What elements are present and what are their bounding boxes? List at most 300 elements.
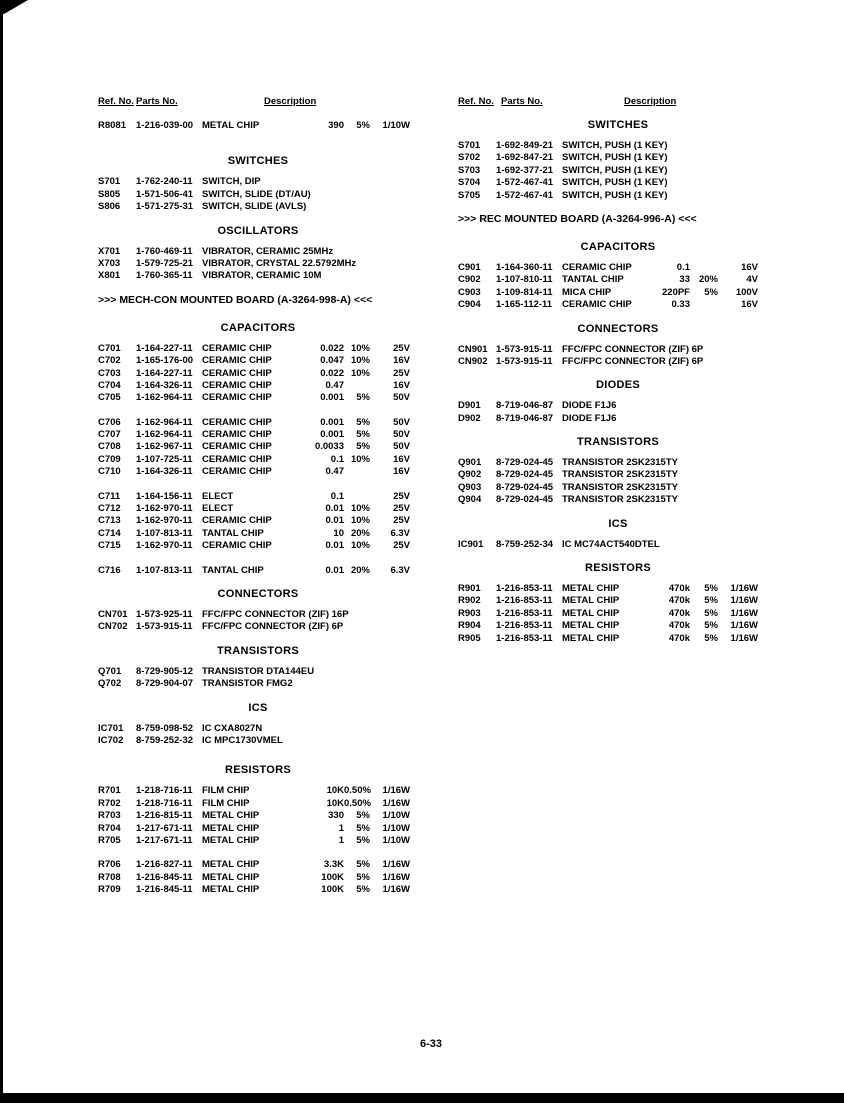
ref-no: CN701	[98, 608, 128, 620]
tolerance: 5%	[356, 120, 370, 131]
section-title: RESISTORS	[224, 764, 292, 777]
parts-no: 1-162-964-11	[136, 429, 193, 441]
parts-no: 1-692-847-21	[496, 152, 554, 164]
parts-no: 8-729-024-45	[496, 469, 554, 481]
parts-list	[458, 262, 778, 312]
parts-no: 1-216-853-11	[496, 595, 553, 607]
tolerance	[690, 413, 718, 425]
parts-row	[98, 270, 418, 282]
parts-row	[458, 274, 778, 286]
parts-row	[98, 417, 418, 429]
parts-no: 1-216-853-11	[496, 607, 553, 619]
rating: 16V	[741, 261, 758, 273]
tolerance: 5%	[356, 416, 370, 428]
ref-no: R903	[458, 607, 481, 619]
ref-no: C714	[98, 527, 121, 539]
value	[648, 494, 690, 506]
parts-row	[458, 469, 778, 481]
ref-no: CN901	[458, 343, 488, 355]
ref-no: R905	[458, 632, 481, 644]
tolerance: 5%	[356, 859, 370, 871]
rating: 16V	[393, 379, 410, 391]
ref-no: Q902	[458, 469, 482, 481]
rating	[718, 344, 758, 356]
parts-no: 1-760-365-11	[136, 270, 193, 282]
description: TRANSISTOR 2SK2315TY	[562, 457, 678, 469]
value	[648, 400, 690, 412]
description: TANTAL CHIP	[202, 564, 264, 576]
rating: 1/16W	[382, 859, 410, 871]
description: CERAMIC CHIP	[202, 416, 272, 428]
tolerance: 5%	[356, 392, 370, 404]
ref-no: C709	[98, 453, 121, 465]
parts-row	[98, 872, 418, 884]
description: ELECT	[202, 503, 234, 515]
left-column	[98, 96, 418, 896]
parts-row	[98, 565, 418, 577]
rating: 1/16W	[730, 607, 758, 619]
rating: 100V	[735, 286, 758, 298]
description: METAL CHIP	[202, 884, 260, 896]
description: METAL CHIP	[202, 822, 260, 834]
tolerance: 20%	[698, 274, 718, 286]
parts-row	[98, 515, 418, 527]
value: 0.0033	[314, 441, 344, 453]
ref-no: C703	[98, 367, 121, 379]
parts-no: 1-573-915-11	[136, 621, 193, 633]
tolerance	[690, 190, 718, 202]
ref-no: S703	[458, 164, 481, 176]
description: METAL CHIP	[202, 810, 260, 822]
parts-row	[98, 429, 418, 441]
rating	[370, 270, 410, 282]
parts-no: 1-165-112-11	[496, 299, 552, 311]
value: 1	[338, 834, 344, 846]
section-title: SWITCHES	[587, 119, 649, 131]
ref-no: R701	[98, 785, 121, 797]
section-title: ICS	[608, 517, 628, 530]
ref-no: C706	[98, 416, 121, 428]
parts-no: 1-573-915-11	[496, 355, 553, 367]
tolerance: 20%	[350, 527, 370, 539]
parts-no: 1-572-467-41	[496, 189, 554, 201]
rating	[718, 400, 758, 412]
ref-no: C903	[458, 286, 481, 298]
description: CERAMIC CHIP	[562, 299, 632, 311]
parts-row	[458, 400, 778, 412]
parts-row	[98, 723, 418, 735]
ref-no: R902	[458, 595, 481, 607]
description: TRANSISTOR 2SK2315TY	[562, 481, 678, 493]
description: METAL CHIP	[562, 595, 620, 607]
description: CERAMIC CHIP	[202, 355, 272, 367]
rating: 50V	[393, 441, 410, 453]
parts-list	[98, 343, 418, 405]
parts-no: 1-573-925-11	[136, 608, 193, 620]
description: SWITCH, PUSH (1 KEY)	[562, 152, 668, 164]
value: 0.1	[676, 261, 690, 273]
value: 33	[679, 274, 690, 286]
parts-row	[98, 355, 418, 367]
description: SWITCH, PUSH (1 KEY)	[562, 164, 668, 176]
tolerance: 5%	[356, 884, 370, 896]
parts-row	[98, 798, 418, 810]
description: FFC/FPC CONNECTOR (ZIF) 6P	[202, 621, 344, 633]
value	[648, 140, 690, 152]
value: 470k	[668, 607, 690, 619]
parts-row	[98, 666, 418, 678]
parts-list	[98, 176, 418, 213]
rating	[370, 176, 410, 188]
rating: 1/16W	[730, 595, 758, 607]
parts-row	[458, 177, 778, 189]
ref-no: S705	[458, 189, 481, 201]
column-header	[98, 96, 418, 110]
tolerance: 5%	[704, 286, 718, 298]
header-parts: Parts No.	[136, 96, 178, 107]
tolerance	[690, 140, 718, 152]
rating	[370, 609, 410, 621]
ref-no: IC901	[458, 538, 484, 550]
parts-row	[98, 246, 418, 258]
parts-row	[98, 884, 418, 896]
rating	[370, 201, 410, 213]
ref-no: S805	[98, 188, 121, 200]
ref-no: R703	[98, 810, 121, 822]
parts-row	[458, 608, 778, 620]
parts-no: 8-729-904-07	[136, 678, 194, 690]
parts-no: 1-216-853-11	[496, 620, 553, 632]
rating	[370, 723, 410, 735]
parts-no: 1-162-964-11	[136, 392, 193, 404]
parts-no: 1-216-853-11	[496, 632, 553, 644]
value: 0.47	[325, 466, 344, 478]
description: FFC/FPC CONNECTOR (ZIF) 6P	[562, 355, 704, 367]
description: METAL CHIP	[202, 834, 260, 846]
value	[648, 177, 690, 189]
tolerance: 10%	[350, 503, 370, 515]
description: CERAMIC CHIP	[202, 367, 272, 379]
parts-row	[98, 810, 418, 822]
parts-no: 8-729-024-45	[496, 481, 554, 493]
value	[296, 189, 344, 201]
value: 390	[328, 120, 344, 131]
section-title: RESISTORS	[584, 562, 652, 575]
rating: 4V	[746, 274, 758, 286]
ref-no: D901	[458, 400, 481, 412]
parts-no: 1-164-227-11	[136, 342, 193, 354]
description: FILM CHIP	[202, 785, 250, 797]
tolerance: 0.50%	[344, 785, 371, 797]
value	[648, 413, 690, 425]
parts-no: 8-729-024-45	[496, 494, 554, 506]
tolerance	[344, 491, 370, 503]
parts-no: 1-218-716-11	[136, 797, 193, 809]
description: VIBRATOR, CRYSTAL 22.5792MHz	[202, 257, 357, 269]
parts-no: 1-164-360-11	[496, 261, 553, 273]
description: IC MC74ACT540DTEL	[562, 538, 660, 550]
ref-no: C702	[98, 355, 121, 367]
ref-no: C716	[98, 564, 121, 576]
rating	[718, 494, 758, 506]
parts-row	[98, 120, 418, 132]
description: CERAMIC CHIP	[202, 392, 272, 404]
tolerance: 10%	[350, 453, 370, 465]
ref-no: C902	[458, 274, 481, 286]
parts-row	[98, 823, 418, 835]
parts-no: 1-217-671-11	[136, 822, 193, 834]
value: 0.01	[325, 564, 344, 576]
value: 0.1	[330, 453, 344, 465]
parts-no: 1-572-467-41	[496, 177, 554, 189]
parts-row	[98, 466, 418, 478]
value	[296, 258, 344, 270]
tolerance	[690, 344, 718, 356]
ref-no: X801	[98, 270, 121, 282]
ref-no: R8081	[98, 120, 126, 131]
parts-no: 1-162-970-11	[136, 540, 193, 552]
value: 0.047	[320, 355, 344, 367]
ref-no: C715	[98, 540, 121, 552]
rating	[718, 165, 758, 177]
value: 0.022	[320, 342, 344, 354]
ref-no: Q702	[98, 678, 122, 690]
ref-no: X701	[98, 245, 121, 257]
value	[648, 356, 690, 368]
tolerance: 5%	[704, 620, 718, 632]
parts-no: 1-162-970-11	[136, 503, 193, 515]
ref-no: C901	[458, 261, 481, 273]
section-title: OSCILLATORS	[217, 224, 299, 237]
section-title: CONNECTORS	[577, 322, 659, 335]
parts-list	[98, 246, 418, 283]
rating: 1/16W	[730, 583, 758, 595]
parts-row	[98, 528, 418, 540]
header-parts: Parts No.	[501, 96, 543, 107]
header-ref: Ref. No.	[458, 96, 494, 107]
ref-no: S704	[458, 177, 481, 189]
parts-no: 1-216-853-11	[496, 583, 553, 595]
tolerance	[344, 678, 370, 690]
parts-no: 1-571-275-31	[136, 201, 194, 213]
description: METAL CHIP	[202, 859, 260, 871]
tolerance	[690, 457, 718, 469]
tolerance: 5%	[356, 429, 370, 441]
rating: 16V	[393, 466, 410, 478]
value: 470k	[668, 583, 690, 595]
rating	[718, 152, 758, 164]
header-description: Description	[264, 96, 317, 107]
rating: 1/16W	[382, 884, 410, 896]
tolerance	[690, 165, 718, 177]
description: METAL CHIP	[562, 607, 620, 619]
value	[648, 152, 690, 164]
parts-row	[458, 494, 778, 506]
parts-row	[98, 441, 418, 453]
rating: 50V	[393, 429, 410, 441]
description: VIBRATOR, CERAMIC 10M	[202, 270, 322, 282]
ref-no: R704	[98, 822, 121, 834]
tolerance	[690, 177, 718, 189]
parts-no: 1-165-176-00	[136, 355, 194, 367]
ref-no: C904	[458, 299, 481, 311]
ref-no: R709	[98, 884, 121, 896]
description: TRANSISTOR 2SK2315TY	[562, 469, 678, 481]
ref-no: S702	[458, 152, 481, 164]
ref-no: C704	[98, 379, 121, 391]
rating: 1/16W	[730, 620, 758, 632]
tolerance	[690, 262, 718, 274]
tolerance	[690, 299, 718, 311]
value	[296, 270, 344, 282]
ref-no: Q904	[458, 494, 482, 506]
description: DIODE F1J6	[562, 400, 617, 412]
tolerance	[690, 400, 718, 412]
tolerance: 10%	[350, 515, 370, 527]
rating	[370, 246, 410, 258]
parts-no: 1-217-671-11	[136, 834, 193, 846]
parts-row	[98, 258, 418, 270]
parts-row	[458, 165, 778, 177]
parts-row	[98, 609, 418, 621]
parts-row	[98, 368, 418, 380]
description: FFC/FPC CONNECTOR (ZIF) 16P	[202, 608, 349, 620]
description: TRANSISTOR FMG2	[202, 678, 293, 690]
value: 0.001	[320, 416, 344, 428]
parts-row	[458, 287, 778, 299]
ref-no: C712	[98, 503, 121, 515]
parts-no: 8-719-046-87	[496, 400, 554, 412]
description: MICA CHIP	[562, 286, 612, 298]
parts-no: 1-762-240-11	[136, 176, 193, 188]
value: 0.022	[320, 367, 344, 379]
value	[648, 190, 690, 202]
parts-no: 1-579-725-21	[136, 257, 194, 269]
rating: 16V	[393, 453, 410, 465]
parts-row	[98, 201, 418, 213]
page-bottom-border	[0, 1093, 844, 1103]
parts-list	[98, 723, 418, 748]
parts-no: 1-218-716-11	[136, 785, 193, 797]
tolerance	[344, 723, 370, 735]
ref-no: C710	[98, 466, 121, 478]
right-column	[458, 96, 778, 645]
parts-no: 1-164-326-11	[136, 379, 193, 391]
rating	[718, 482, 758, 494]
rating: 1/16W	[382, 871, 410, 883]
parts-row	[458, 356, 778, 368]
value: 0.001	[320, 429, 344, 441]
value: 470k	[668, 595, 690, 607]
value: 330	[328, 810, 344, 822]
parts-no: 8-729-905-12	[136, 665, 194, 677]
tolerance	[344, 621, 370, 633]
parts-no: 8-759-098-52	[136, 722, 194, 734]
parts-no: 1-107-725-11	[136, 453, 193, 465]
ref-no: CN702	[98, 621, 128, 633]
parts-list	[458, 539, 778, 551]
value: 0.47	[325, 379, 344, 391]
value: 100K	[321, 884, 344, 896]
parts-list	[458, 140, 778, 202]
description: METAL CHIP	[562, 583, 620, 595]
parts-list	[98, 666, 418, 691]
description: SWITCH, PUSH (1 KEY)	[562, 140, 668, 151]
tolerance	[344, 380, 370, 392]
parts-row	[98, 380, 418, 392]
description: TRANSISTOR DTA144EU	[202, 665, 315, 677]
parts-row	[98, 621, 418, 633]
value	[648, 165, 690, 177]
ref-no: Q901	[458, 457, 482, 469]
tolerance	[344, 176, 370, 188]
tolerance	[344, 609, 370, 621]
ref-no: CN902	[458, 355, 488, 367]
parts-no: 1-107-813-11	[136, 564, 193, 576]
ref-no: C711	[98, 490, 121, 502]
ref-no: Q701	[98, 665, 122, 677]
description: TANTAL CHIP	[202, 527, 264, 539]
rating	[718, 413, 758, 425]
description: TRANSISTOR 2SK2315TY	[562, 494, 678, 506]
rating: 6.3V	[390, 564, 410, 576]
ref-no: Q903	[458, 481, 482, 493]
tolerance: 10%	[350, 342, 370, 354]
section-title: TRANSISTORS	[217, 644, 299, 657]
rating: 50V	[393, 392, 410, 404]
parts-row	[98, 454, 418, 466]
description: FILM CHIP	[202, 797, 250, 809]
description: SWITCH, SLIDE (AVLS)	[202, 201, 307, 213]
ref-no: IC701	[98, 722, 124, 734]
ref-no: R708	[98, 871, 121, 883]
parts-list	[98, 609, 418, 634]
value: 0.001	[320, 392, 344, 404]
tolerance: 5%	[704, 595, 718, 607]
parts-no: 1-216-815-11	[136, 810, 193, 822]
parts-row	[458, 595, 778, 607]
parts-no: 1-162-964-11	[136, 416, 193, 428]
parts-list	[98, 491, 418, 553]
ref-no: C708	[98, 441, 121, 453]
rating	[370, 621, 410, 633]
description: CERAMIC CHIP	[202, 540, 272, 552]
rating: 16V	[741, 299, 758, 311]
description: SWITCH, PUSH (1 KEY)	[562, 189, 668, 201]
value	[296, 678, 344, 690]
parts-no: 8-719-046-87	[496, 412, 554, 424]
tolerance: 5%	[704, 632, 718, 644]
value: 10K	[326, 785, 344, 797]
description: TANTAL CHIP	[562, 274, 624, 286]
parts-no: 8-759-252-34	[496, 538, 554, 550]
value: 10	[333, 527, 344, 539]
ref-no: D902	[458, 412, 481, 424]
value: 0.01	[325, 503, 344, 515]
description: VIBRATOR, CERAMIC 25MHz	[202, 245, 334, 257]
parts-row	[458, 413, 778, 425]
description: SWITCH, PUSH (1 KEY)	[562, 177, 668, 189]
rating: 1/10W	[382, 120, 410, 131]
tolerance	[344, 201, 370, 213]
tolerance	[690, 494, 718, 506]
rating	[370, 258, 410, 270]
ref-no: X703	[98, 257, 121, 269]
parts-no: 8-729-024-45	[496, 457, 554, 469]
description: METAL CHIP	[562, 632, 620, 644]
value	[648, 469, 690, 481]
parts-row	[458, 539, 778, 551]
